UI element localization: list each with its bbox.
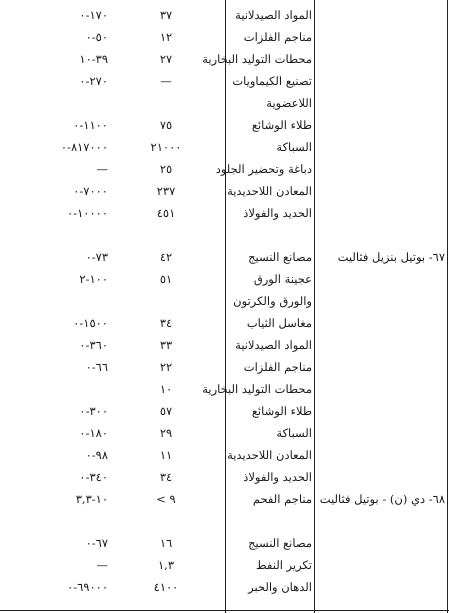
chemical-cell — [317, 356, 445, 378]
range-cell — [6, 92, 108, 114]
count-cell: ١٠ — [159, 382, 173, 396]
table-bottom-border — [0, 610, 449, 611]
table-row — [0, 26, 449, 48]
table-row — [0, 268, 449, 290]
range-cell: — — [96, 558, 108, 572]
count-cell: ٤٢ — [159, 250, 173, 264]
range-cell: ١٧٠-٠ — [79, 8, 108, 22]
chemical-cell — [317, 378, 445, 400]
range-cell: ٢٧٠-٠ — [79, 74, 108, 88]
chemical-cell — [317, 422, 445, 444]
count-cell: ٣٧ — [159, 8, 173, 22]
count-cell: ٣٣ — [159, 338, 173, 352]
chemical-cell — [317, 510, 445, 532]
industry-cell: المعادن اللاحديدية — [227, 448, 312, 462]
table-row — [0, 92, 449, 114]
count-cell: ٩ > — [156, 492, 176, 506]
table-row — [0, 246, 449, 268]
industry-cell: مصانع النسيج — [248, 536, 312, 550]
chemical-cell — [317, 444, 445, 466]
chemical-cell — [317, 532, 445, 554]
industry-cell: طلاء الوشائع — [251, 404, 312, 418]
table-row — [0, 70, 449, 92]
table-row — [0, 180, 449, 202]
table-row — [0, 4, 449, 26]
range-cell: ٣٩-١٠ — [79, 52, 108, 66]
range-cell: ٨١٧٠٠٠-٠ — [60, 140, 108, 154]
count-cell: ٧٥ — [159, 118, 173, 132]
industry-cell: محطات التوليد البخارية — [202, 382, 312, 396]
industry-cell: اللاعضوية — [266, 96, 312, 110]
table-row — [0, 202, 449, 224]
range-cell — [6, 378, 108, 400]
table-row — [0, 224, 449, 246]
industry-cell: مناجم الفلزات — [243, 360, 312, 374]
industry-cell: دباغة وتحضير الجلود — [215, 162, 312, 176]
table-row — [0, 378, 449, 400]
table-row — [0, 422, 449, 444]
industry-cell: مناجم الفحم — [252, 492, 312, 506]
chemical-cell — [317, 576, 445, 598]
industry-cell: مغاسل الثياب — [246, 316, 312, 330]
industry-cell: المواد الصيدلانية — [235, 338, 312, 352]
range-cell: ١٠٠٠٠-٠ — [67, 206, 108, 220]
range-cell: ٣٠٠-٠ — [79, 404, 108, 418]
chemical-cell — [317, 26, 445, 48]
table-row — [0, 554, 449, 576]
count-cell — [112, 92, 220, 114]
count-cell: ٣٤ — [159, 316, 173, 330]
industry-cell: محطات التوليد البخارية — [202, 52, 312, 66]
table-row — [0, 158, 449, 180]
table-row — [0, 114, 449, 136]
industry-cell: الحديد والفولاذ — [243, 470, 312, 484]
industry-cell: عجينة الورق — [253, 272, 312, 286]
industry-cell: تصنيع الكيماويات — [232, 74, 312, 88]
count-cell: ٢١٠٠٠ — [150, 140, 182, 154]
chemical-cell — [317, 114, 445, 136]
range-cell: ١١٠٠-٠ — [73, 118, 108, 132]
range-cell: ٦٦-٠ — [85, 360, 108, 374]
range-cell: ١٠٠-٢ — [79, 272, 108, 286]
chemical-cell — [317, 158, 445, 180]
range-cell: — — [96, 162, 108, 176]
table-row — [0, 466, 449, 488]
chemical-cell — [317, 4, 445, 26]
count-cell: ٢٩ — [159, 426, 173, 440]
chemical-cell — [317, 224, 445, 246]
industry-cell: طلاء الوشائع — [251, 118, 312, 132]
chemical-cell — [317, 268, 445, 290]
count-cell: ٣٤ — [159, 470, 173, 484]
industry-cell: السباكة — [276, 426, 312, 440]
table-row — [0, 356, 449, 378]
count-cell: ٤١٠٠ — [153, 580, 179, 594]
range-cell: ٣٦٠-٠ — [79, 338, 108, 352]
chemical-cell — [317, 70, 445, 92]
table-row — [0, 312, 449, 334]
count-cell: ٢٢ — [159, 360, 173, 374]
chemical-cell — [317, 334, 445, 356]
chemical-cell — [317, 400, 445, 422]
count-cell: ١٦ — [159, 536, 173, 550]
range-cell: ٩٨-٠ — [85, 448, 108, 462]
chemical-cell — [317, 312, 445, 334]
range-cell: ٥٠-٠ — [85, 30, 108, 44]
chemical-cell — [317, 466, 445, 488]
range-cell — [6, 510, 108, 532]
table-row — [0, 334, 449, 356]
chemical-cell: ٦٧- بوتيل بنزيل فثاليت — [337, 250, 445, 264]
table-row — [0, 532, 449, 554]
count-cell: ٢٣٧ — [156, 184, 176, 198]
industry-cell: الحديد والفولاذ — [243, 206, 312, 220]
industry-cell: الدهان والحبر — [248, 580, 312, 594]
range-cell: ١٥٠٠-٠ — [73, 316, 108, 330]
count-cell: ٥٧ — [159, 404, 173, 418]
industry-cell — [228, 224, 312, 246]
chemical-cell: ٦٨- دي (ن) - بوتيل فثاليت — [319, 492, 445, 506]
count-cell — [112, 510, 220, 532]
table-row — [0, 136, 449, 158]
count-cell: ٢٥ — [159, 162, 173, 176]
industry-cell: السباكة — [276, 140, 312, 154]
range-cell: ١٨٠-٠ — [79, 426, 108, 440]
industry-cell: تكرير النفط — [255, 558, 312, 572]
industry-cell: المواد الصيدلانية — [235, 8, 312, 22]
range-cell: ٣٤٠-٠ — [79, 470, 108, 484]
chemical-cell — [317, 202, 445, 224]
count-cell: ٢٧ — [159, 52, 173, 66]
table-row — [0, 400, 449, 422]
industry-cell: مصانع النسيج — [248, 250, 312, 264]
chemical-cell — [317, 554, 445, 576]
industry-cell: مناجم الفلزات — [243, 30, 312, 44]
table-row — [0, 444, 449, 466]
count-cell — [112, 224, 220, 246]
range-cell: ٧٣-٠ — [85, 250, 108, 264]
count-cell: ١,٣ — [157, 558, 174, 572]
range-cell: ٧٠٠٠-٠ — [73, 184, 108, 198]
count-cell: ١١ — [159, 448, 173, 462]
chemical-cell — [317, 136, 445, 158]
range-cell — [6, 290, 108, 312]
chemical-cell — [317, 180, 445, 202]
range-cell — [6, 224, 108, 246]
count-cell: ٥١ — [159, 272, 173, 286]
industry-cell: المعادن اللاحديدية — [227, 184, 312, 198]
table-row — [0, 488, 449, 510]
count-cell: ١٢ — [159, 30, 173, 44]
range-cell: ٦٩٠٠٠-٠ — [67, 580, 108, 594]
chemical-cell — [317, 92, 445, 114]
industry-cell — [228, 510, 312, 532]
industry-cell: والورق والكرتون — [233, 294, 312, 308]
count-cell — [112, 290, 220, 312]
chemical-cell — [317, 48, 445, 70]
table-row — [0, 48, 449, 70]
table-row — [0, 290, 449, 312]
range-cell: ٦٧-٠ — [85, 536, 108, 550]
count-cell: — — [160, 74, 172, 88]
chemical-cell — [317, 290, 445, 312]
table-row — [0, 576, 449, 598]
count-cell: ٤٥١ — [156, 206, 176, 220]
range-cell: ١٠-٣,٣ — [75, 492, 108, 506]
table-row — [0, 510, 449, 532]
